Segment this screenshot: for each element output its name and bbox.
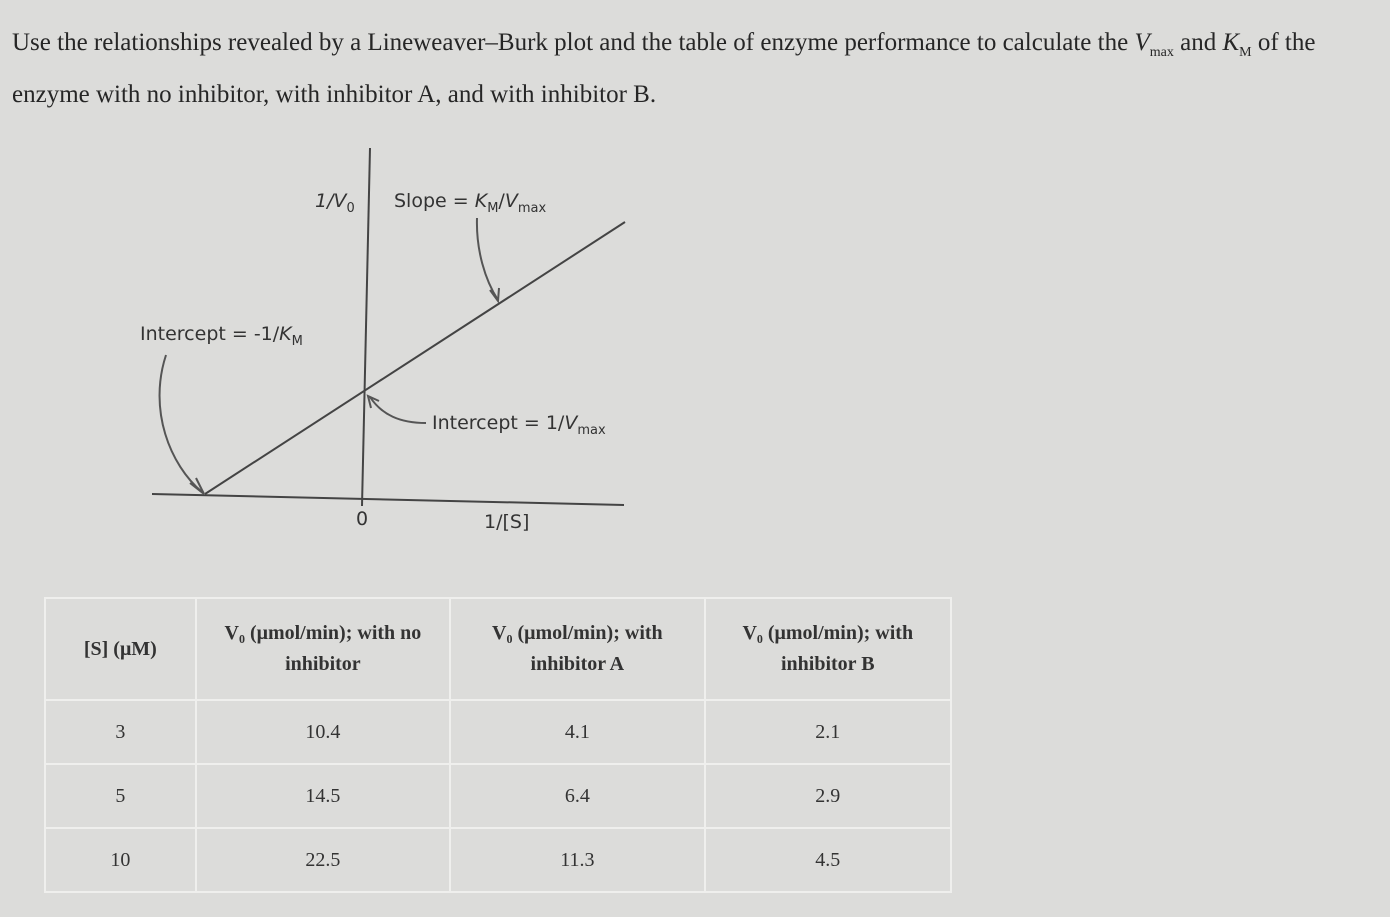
y-intercept-label: Intercept = $1/V_{max}$ [432,412,606,438]
table-row [45,700,951,764]
cell-inhibitor-a: 4.1 [450,700,704,764]
vmax-symbol: $V_{max}$ [1134,29,1174,60]
cell-inhibitor-b: 2.9 [705,764,951,828]
plot-line [205,222,625,494]
table-row [45,828,951,892]
slope-label: Slope = $K_M/V_{max}$ [394,190,547,216]
lineweaver-burk-diagram [130,140,650,550]
km-symbol: $K_M$ [1222,29,1252,60]
cell-inhibitor-a: 11.3 [450,828,704,892]
header-inhibitor-b: V₀ (μmol/min); with inhibitor B [705,598,951,700]
cell-inhibitor-b: 4.5 [705,828,951,892]
x-axis [152,494,624,505]
slope-pointer [477,218,498,300]
x-intercept-label: Intercept = $-1/K_M$ [140,323,303,349]
cell-no-inhibitor: 14.5 [196,764,450,828]
cell-inhibitor-a: 6.4 [450,764,704,828]
enzyme-performance-table [44,597,952,893]
cell-no-inhibitor: 22.5 [196,828,450,892]
cell-inhibitor-b: 2.1 [705,700,951,764]
x-axis-label: 1/[S] [484,511,530,533]
table-header-row [45,598,951,700]
header-substrate: [S] (μM) [45,598,196,700]
table-row [45,764,951,828]
x-intercept-arrowhead [190,478,204,494]
question-text [12,22,1377,116]
y-axis-label: $1/V_0$ [315,190,355,216]
question-part-1: Use the relationships revealed by a Lineweaver–Burk plot and the table of enzyme performance to calculate the [12,29,1135,56]
cell-no-inhibitor: 10.4 [196,700,450,764]
cell-substrate: 3 [45,700,196,764]
origin-label: 0 [356,508,369,530]
question-part-2: and [1173,29,1223,56]
header-inhibitor-a: V₀ (μmol/min); with inhibitor A [450,598,704,700]
question-part-3: of the enzyme with no inhibitor, with inhibitor A, and with inhibitor B. [12,29,1316,108]
cell-substrate: 5 [45,764,196,828]
header-no-inhibitor: V₀ (μmol/min); with no inhibitor [196,598,450,700]
y-axis [362,148,370,506]
cell-substrate: 10 [45,828,196,892]
x-intercept-pointer [160,355,202,492]
